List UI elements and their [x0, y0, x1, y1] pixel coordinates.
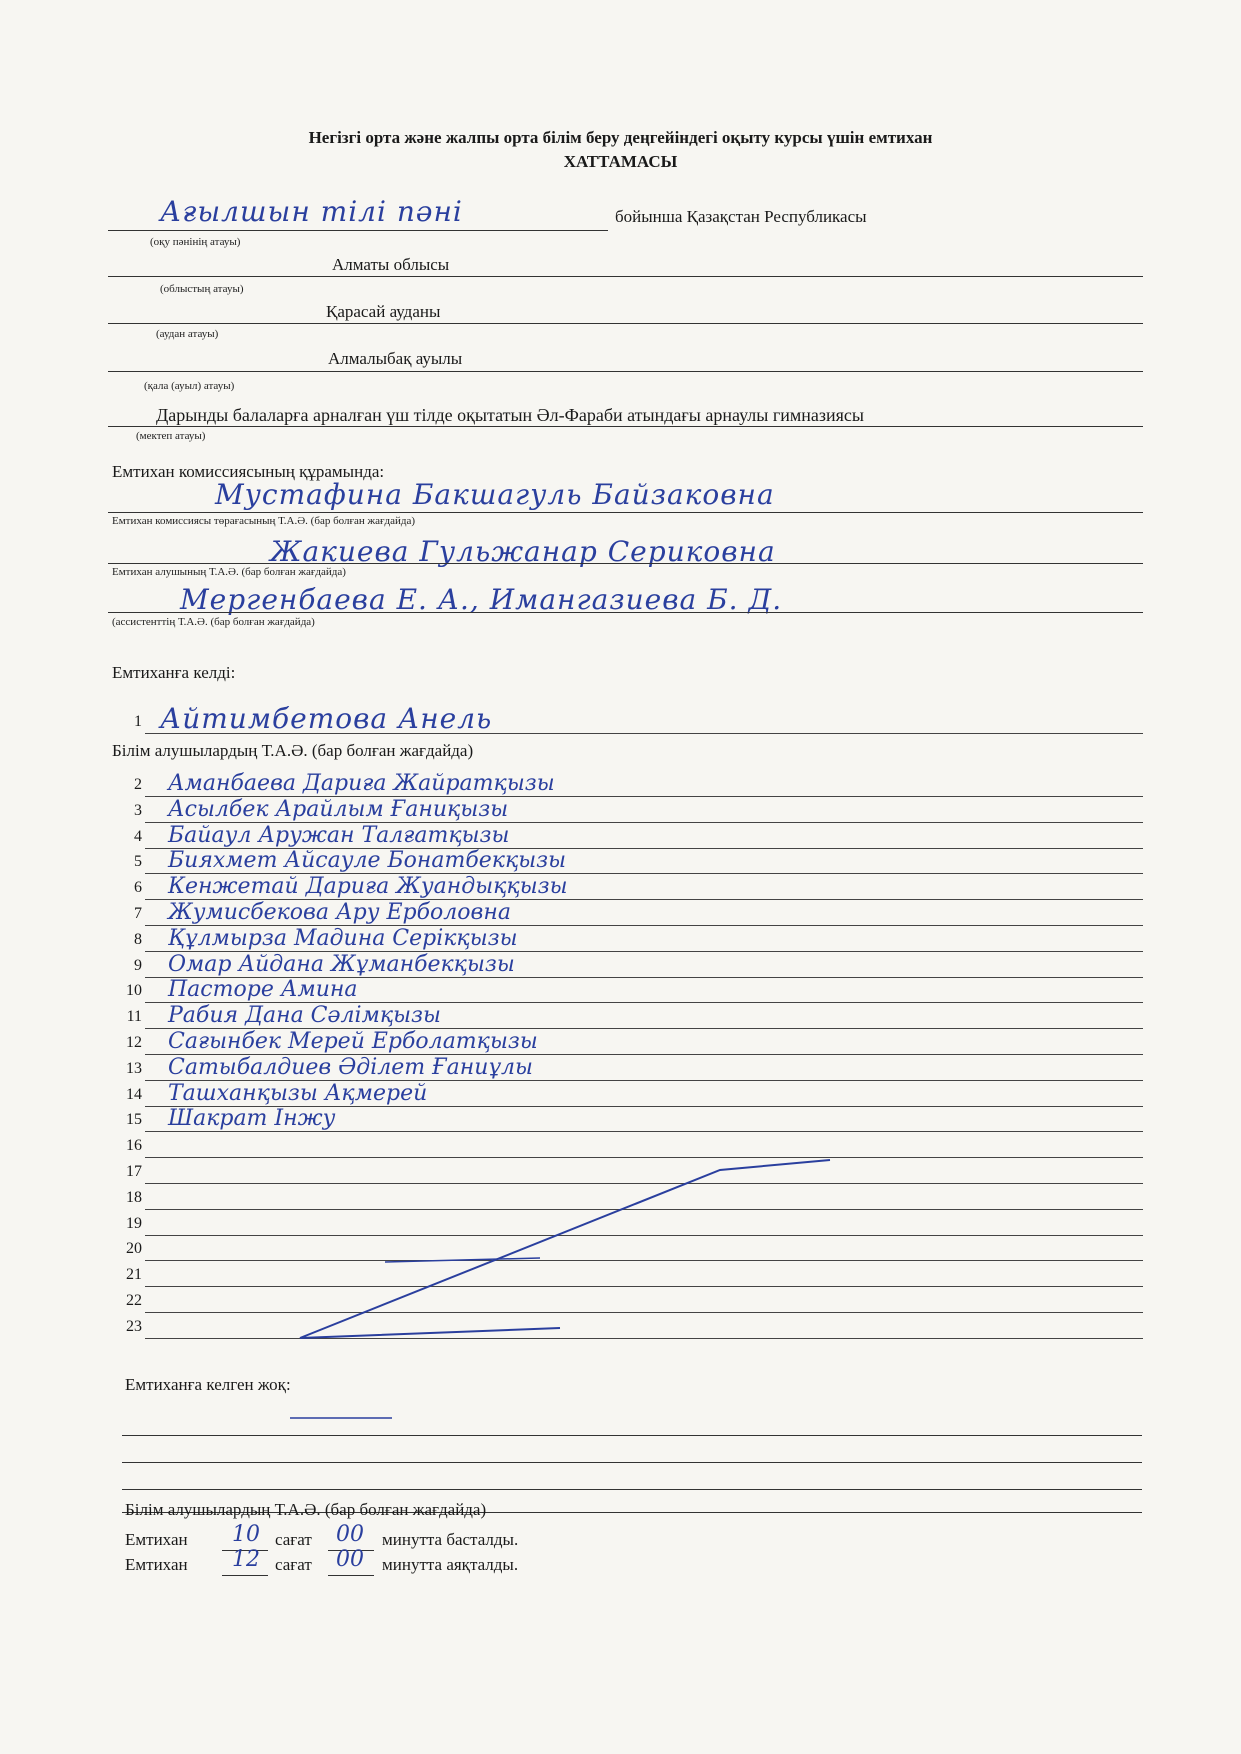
student-number: 19	[126, 1214, 142, 1232]
end-hour-word: сағат	[275, 1555, 312, 1574]
village-caption: (қала (ауыл) атауы)	[144, 380, 235, 392]
student-name: Бияхмет Айсауле Бонатбекқызы	[168, 848, 567, 874]
student-number: 14	[126, 1085, 142, 1103]
student-number: 18	[126, 1188, 142, 1206]
student-number: 2	[134, 776, 142, 793]
student-number: 23	[126, 1317, 142, 1335]
end-minute-line	[328, 1575, 374, 1576]
student-name: Сағынбек Мерей Ерболатқызы	[168, 1029, 538, 1054]
region-value: Алматы облысы	[332, 255, 450, 274]
start-minute: 00	[336, 1522, 364, 1547]
document-title-line1: Негізгі орта және жалпы орта білім беру деңгейіндегі оқыту курсы үшін емтихан	[308, 128, 933, 147]
absent-line-2	[122, 1462, 1142, 1463]
start-hour-word: сағат	[275, 1530, 312, 1549]
commission-examiner-caption: Емтихан алушының Т.А.Ә. (бар болған жағдайда)	[112, 566, 346, 578]
student-number: 8	[134, 930, 142, 948]
start-label: Емтихан	[125, 1530, 188, 1549]
absent-heading: Емтиханға келген жоқ:	[125, 1375, 291, 1394]
end-minute: 00	[336, 1547, 364, 1572]
student-number: 16	[126, 1137, 142, 1155]
student-number: 9	[134, 956, 142, 974]
subject-caption: (оқу пәнінің атауы)	[150, 236, 241, 248]
student-number: 17	[126, 1163, 142, 1180]
student-name: Айтимбетова Анель	[160, 702, 493, 735]
student-name: Аманбаева Дариға Жайратқызы	[168, 771, 555, 796]
region-caption: (облыстың атауы)	[160, 283, 244, 295]
commission-heading: Емтихан комиссиясының құрамында:	[112, 462, 385, 481]
end-hour: 12	[232, 1547, 260, 1572]
student-number: 20	[126, 1240, 142, 1258]
student-number: 22	[126, 1292, 142, 1309]
district-caption: (аудан атауы)	[156, 328, 219, 340]
attended-heading: Емтиханға келді:	[112, 663, 236, 682]
start-hour: 10	[232, 1522, 260, 1547]
subject-handwritten: Ағылшын тілі пәні	[160, 195, 463, 228]
school-value: Дарынды балаларға арналған үш тілде оқытатын Әл-Фараби атындағы арнаулы гимназиясы	[156, 405, 865, 425]
commission-chair-caption: Емтихан комиссиясы төрағасының Т.А.Ә. (бар болған жағдайда)	[112, 515, 416, 527]
student-number: 10	[126, 982, 142, 1000]
commission-assistants-caption: (ассистенттің Т.А.Ә. (бар болған жағдайда)	[112, 616, 315, 628]
end-label: Емтихан	[125, 1555, 188, 1574]
student-number: 12	[126, 1034, 142, 1051]
student-name: Байаул Аружан Талғатқызы	[168, 822, 510, 848]
student-number: 1	[134, 713, 142, 730]
absent-line-1	[122, 1435, 1142, 1436]
commission-examiner-handwritten: Жакиева Гульжанар Сериковна	[270, 535, 776, 568]
district-value: Қарасай ауданы	[326, 302, 441, 321]
student-name: Шакрат Інжу	[168, 1106, 336, 1132]
student-number: 3	[134, 801, 142, 819]
document-title-line2: ХАТТАМАСЫ	[563, 152, 678, 171]
commission-chair-handwritten: Мустафина Бакшагуль Байзаковна	[215, 478, 775, 511]
student-name: Жумисбекова Ару Ерболовна	[168, 900, 511, 925]
student-name: Асылбек Арайлым Ғаниқызы	[168, 796, 509, 822]
start-suffix: минутта басталды.	[382, 1530, 519, 1549]
village-value: Алмалыбақ ауылы	[328, 349, 463, 368]
student-number: 7	[134, 905, 142, 922]
commission-assistants-handwritten: Мергенбаева Е. А., Имангазиева Б. Д.	[180, 583, 783, 616]
school-caption: (мектеп атауы)	[136, 430, 206, 442]
student-number: 6	[134, 879, 142, 897]
end-suffix: минутта аяқталды.	[382, 1555, 519, 1574]
student-name: Сатыбалдиев Әділет Ғаниұлы	[168, 1054, 533, 1080]
student-number: 11	[126, 1008, 142, 1026]
students-caption: Білім алушылардың Т.А.Ә. (бар болған жағдайда)	[112, 741, 474, 760]
student-number: 4	[134, 827, 142, 845]
student-number: 13	[126, 1059, 142, 1077]
end-hour-line	[222, 1575, 268, 1576]
student-number: 15	[126, 1111, 142, 1129]
student-number: 21	[126, 1266, 142, 1284]
student-name: Омар Айдана Жұманбекқызы	[168, 951, 515, 977]
student-name: Ташханқызы Ақмерей	[168, 1080, 428, 1106]
student-name: Кенжетай Дариға Жуандыққызы	[168, 874, 568, 900]
absent-line-3	[122, 1489, 1142, 1490]
student-name: Рабия Дана Сәлімқызы	[168, 1003, 441, 1029]
student-name: Пасторе Амина	[168, 977, 358, 1003]
subject-suffix: бойынша Қазақстан Республикасы	[615, 207, 867, 226]
student-name: Құлмырза Мадина Серікқызы	[168, 925, 518, 951]
absent-caption: Білім алушылардың Т.А.Ә. (бар болған жағдайда)	[125, 1500, 487, 1519]
student-number: 5	[134, 853, 142, 871]
